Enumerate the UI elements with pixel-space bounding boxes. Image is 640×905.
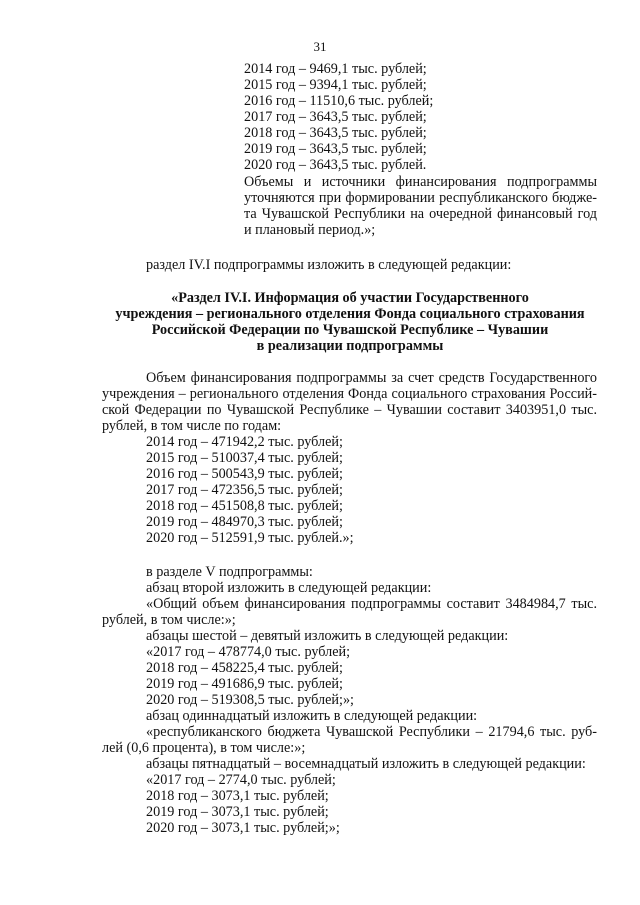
- page-number: 31: [313, 39, 327, 54]
- year-line: 2015 год – 9394,1 тыс. рублей;: [244, 77, 427, 93]
- instruction-text: абзац одиннадцатый изложить в следующей редакции:: [146, 708, 478, 724]
- year-line: 2020 год – 519308,5 тыс. рублей;»;: [146, 692, 354, 708]
- year-line: 2018 год – 3643,5 тыс. рублей;: [244, 125, 427, 141]
- quoted-line: «республиканского бюджета Чувашской Республики – 21794,6 тыс. руб-: [146, 724, 597, 740]
- year-line: 2020 год – 3643,5 тыс. рублей.: [244, 157, 427, 173]
- note-line: уточняются при формировании республиканского бюдже-: [244, 190, 597, 206]
- paragraph-line: рублей, в том числе по годам:: [102, 418, 282, 434]
- year-line: 2014 год – 9469,1 тыс. рублей;: [244, 61, 427, 77]
- note-line: та Чувашской Республики на очередной финансовый год: [244, 206, 597, 222]
- year-line: 2017 год – 472356,5 тыс. рублей;: [146, 482, 343, 498]
- year-line: 2017 год – 3643,5 тыс. рублей;: [244, 109, 427, 125]
- instruction-text: абзац второй изложить в следующей редакции:: [146, 580, 432, 596]
- instruction-text: абзацы пятнадцатый – восемнадцатый изложить в следующей редакции:: [146, 756, 586, 772]
- paragraph-line: учреждения – регионального отделения Фонда социального страхования Россий-: [102, 386, 597, 402]
- year-line: «2017 год – 478774,0 тыс. рублей;: [146, 644, 351, 660]
- instruction-text: абзацы шестой – девятый изложить в следующей редакции:: [146, 628, 509, 644]
- year-line: 2018 год – 3073,1 тыс. рублей;: [146, 788, 329, 804]
- year-line: 2016 год – 11510,6 тыс. рублей;: [244, 93, 434, 109]
- note-line: и плановый период.»;: [244, 222, 376, 238]
- year-line: 2018 год – 451508,8 тыс. рублей;: [146, 498, 343, 514]
- quoted-line: «Общий объем финансирования подпрограммы составит 3484984,7 тыс.: [146, 596, 597, 612]
- section-heading: «Раздел IV.I. Информация об участии Государственного: [171, 290, 529, 306]
- section-heading: учреждения – регионального отделения Фонда социального страхования: [115, 306, 585, 322]
- quoted-line: лей (0,6 процента), в том числе:»;: [102, 740, 306, 756]
- year-line: 2014 год – 471942,2 тыс. рублей;: [146, 434, 343, 450]
- quoted-line: рублей, в том числе:»;: [102, 612, 236, 628]
- year-line: 2019 год – 3643,5 тыс. рублей;: [244, 141, 427, 157]
- year-line: 2020 год – 512591,9 тыс. рублей.»;: [146, 530, 354, 546]
- section-intro: в разделе V подпрограммы:: [146, 564, 313, 580]
- year-line: 2020 год – 3073,1 тыс. рублей;»;: [146, 820, 340, 836]
- year-line: 2019 год – 3073,1 тыс. рублей;: [146, 804, 329, 820]
- year-line: 2019 год – 491686,9 тыс. рублей;: [146, 676, 343, 692]
- instruction-text: раздел IV.I подпрограммы изложить в следующей редакции:: [146, 257, 512, 273]
- paragraph-line: Объем финансирования подпрограммы за счет средств Государственного: [146, 370, 597, 386]
- section-heading: Российской Федерации по Чувашской Республике – Чувашии: [151, 322, 549, 338]
- note-line: Объемы и источники финансирования подпрограммы: [244, 174, 597, 190]
- year-line: «2017 год – 2774,0 тыс. рублей;: [146, 772, 336, 788]
- year-line: 2018 год – 458225,4 тыс. рублей;: [146, 660, 343, 676]
- year-line: 2019 год – 484970,3 тыс. рублей;: [146, 514, 343, 530]
- section-heading: в реализации подпрограммы: [256, 338, 444, 354]
- year-line: 2016 год – 500543,9 тыс. рублей;: [146, 466, 343, 482]
- paragraph-line: ской Федерации по Чувашской Республике – Чувашии составит 3403951,0 тыс.: [102, 402, 597, 418]
- year-line: 2015 год – 510037,4 тыс. рублей;: [146, 450, 343, 466]
